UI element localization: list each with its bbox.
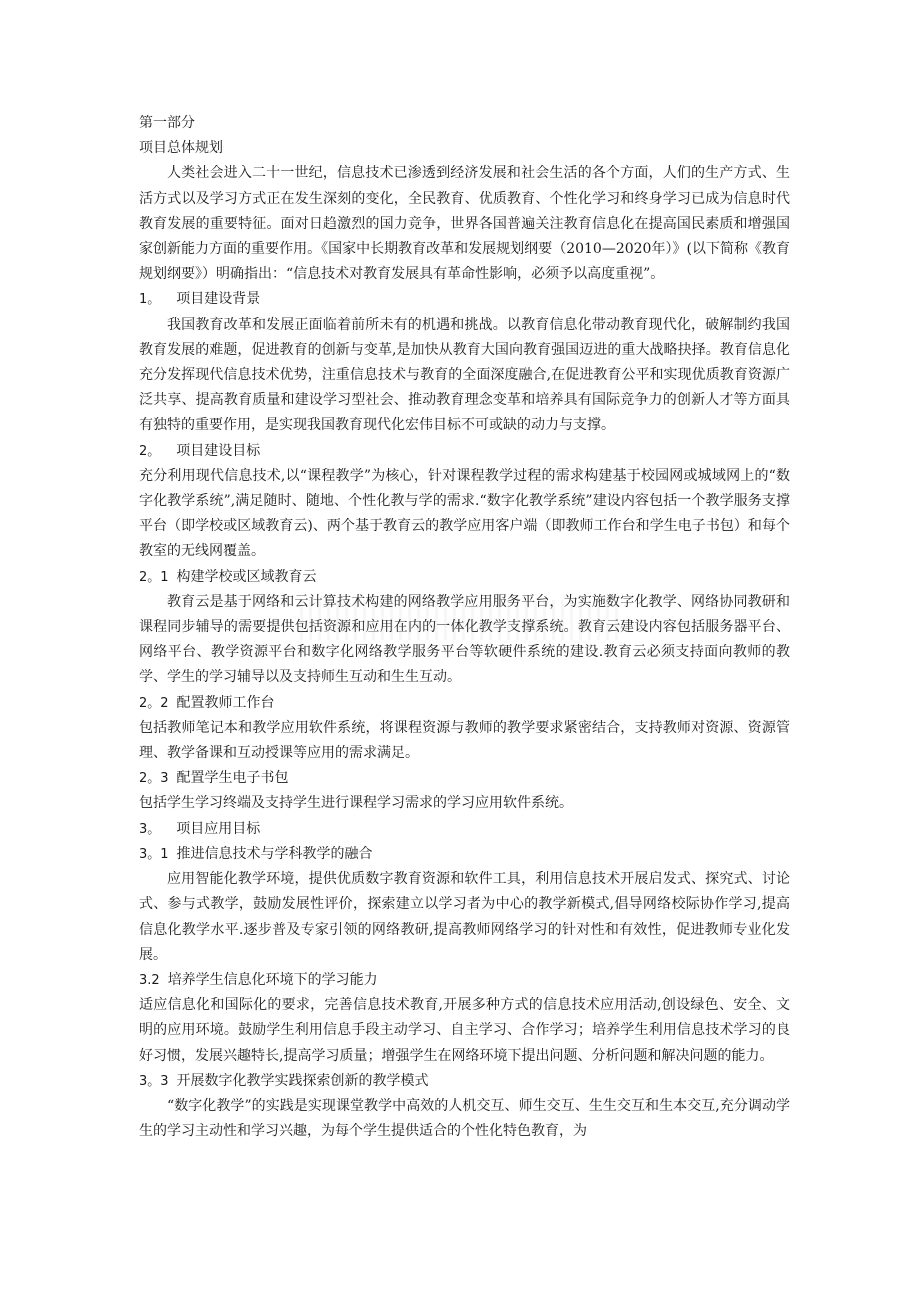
heading-2-3-number: 2。3	[139, 771, 169, 787]
heading-2-1	[139, 565, 790, 590]
part-title: 第一部分	[139, 115, 195, 131]
heading-1-title: 项目建设背景	[176, 291, 261, 308]
document-body	[139, 111, 790, 1144]
paragraph-2-3: 包括学生学习终端及支持学生进行课程学习需求的学习应用软件系统。	[139, 795, 573, 812]
heading-3-1	[139, 842, 790, 867]
heading-3-3-title: 开展数字化教学实践探索创新的教学模式	[176, 1072, 429, 1089]
paragraph-2-2: 包括教师笔记本和教学应用软件系统，将课程资源与教师的教学要求紧密结合，支持教师对资源、资源管理、教学备课和互动授课等应用的需求满足。	[139, 719, 790, 762]
paragraph-2: 充分利用现代信息技术,以“课程教学”为核心，针对课程教学过程的需求构建基于校园网或城域网上的“数字化教学系统”,满足随时、随地、个性化教与学的需求.“数字化教学系统”建设内容包括一个教学服务支撑平台（即学校或区域教育云)、两个基于教育云的教学应用客户端（即教师工作台和学生电子书包）和每个教室的无线网覆盖。	[139, 467, 790, 560]
heading-3-number: 3。	[139, 821, 161, 837]
paragraph-3-2: 适应信息化和国际化的要求，完善信息技术教育,开展多种方式的信息技术应用活动,创设绿色、安全、文明的应用环境。鼓励学生利用信息手段主动学习、自主学习、合作学习；培养学生利用信息技术学习的良好习惯，发展兴趣特长,提高学习质量；增强学生在网络环境下提出问题、分析问题和解决问题的能力。	[139, 997, 790, 1064]
heading-2-number: 2。	[139, 443, 161, 459]
heading-3-title: 项目应用目标	[176, 820, 261, 837]
section-title: 项目总体规划	[139, 140, 223, 157]
heading-2-3	[139, 766, 790, 791]
heading-1-number: 1。	[139, 292, 161, 308]
heading-2-2	[139, 691, 790, 716]
heading-2	[139, 439, 790, 464]
heading-1	[139, 287, 790, 312]
heading-3-2-number: 3.2	[139, 972, 160, 988]
heading-2-1-title: 构建学校或区域教育云	[176, 568, 317, 585]
heading-3-1-number: 3。1	[139, 846, 169, 862]
heading-2-title: 项目建设目标	[176, 442, 261, 459]
heading-2-2-title: 配置教师工作台	[176, 694, 275, 711]
paragraph-1: 我国教育改革和发展正面临着前所未有的机遇和挑战。以教育信息化带动教育现代化，破解制约我国教育发展的难题，促进教育的创新与变革,是加快从教育大国向教育强国迈进的重大战略抉择。教育信息化充分发挥现代信息技术优势，注重信息技术与教育的全面深度融合,在促进教育公平和实现优质教育资源广泛共享、提高教育质量和建设学习型社会、推动教育理念变革和培养具有国际竞争力的创新人才等方面具有独特的重要作用，是实现我国教育现代化宏伟目标不可或缺的动力与支撑。	[139, 316, 790, 434]
heading-2-3-title: 配置学生电子书包	[176, 770, 289, 787]
heading-2-1-number: 2。1	[139, 569, 169, 585]
intro-paragraph: 人类社会进入二十一世纪，信息技术已渗透到经济发展和社会生活的各个方面，人们的生产方式、生活方式以及学习方式正在发生深刻的变化，全民教育、优质教育、个性化学习和终身学习已成为信息时代教育发展的重要特征。面对日趋激烈的国力竞争，世界各国普遍关注教育信息化在提高国民素质和增强国家创新能力方面的重要作用。《国家中长期教育改革和发展规划纲要（2010—2020年）》(以下简称《教育规划纲要》）明确指出：“信息技术对教育发展具有革命性影响，必须予以高度重视”。	[139, 165, 790, 283]
heading-3	[139, 817, 790, 842]
heading-3-2-title: 培养学生信息化环境下的学习能力	[167, 971, 378, 988]
paragraph-2-1: 教育云是基于网络和云计算技术构建的网络教学应用服务平台，为实施数字化教学、网络协同教研和课程同步辅导的需要提供包括资源和应用在内的一体化教学支撑系统。教育云建设内容包括服务器平台、网络平台、教学资源平台和数字化网络教学服务平台等软硬件系统的建设.教育云必须支持面向教师的教学、学生的学习辅导以及支持师生互动和生生互动。	[139, 593, 790, 686]
heading-3-3	[139, 1069, 790, 1094]
paragraph-3-1: 应用智能化教学环境，提供优质数字教育资源和软件工具，利用信息技术开展启发式、探究式、讨论式、参与式教学，鼓励发展性评价，探索建立以学习者为中心的教学新模式,倡导网络校际协作学习,提高信息化教学水平.逐步普及专家引领的网络教研,提高教师网络学习的针对性和有效性，促进教师专业化发展。	[139, 871, 790, 963]
heading-3-3-number: 3。3	[139, 1073, 169, 1089]
heading-2-2-number: 2。2	[139, 695, 169, 711]
paragraph-3-3: “数字化教学”的实践是实现课堂教学中高效的人机交互、师生交互、生生交互和生本交互,充分调动学生的学习主动性和学习兴趣，为每个学生提供适合的个性化特色教育，为	[139, 1097, 790, 1140]
heading-3-2	[139, 968, 790, 993]
heading-3-1-title: 推进信息技术与学科教学的融合	[176, 845, 373, 862]
